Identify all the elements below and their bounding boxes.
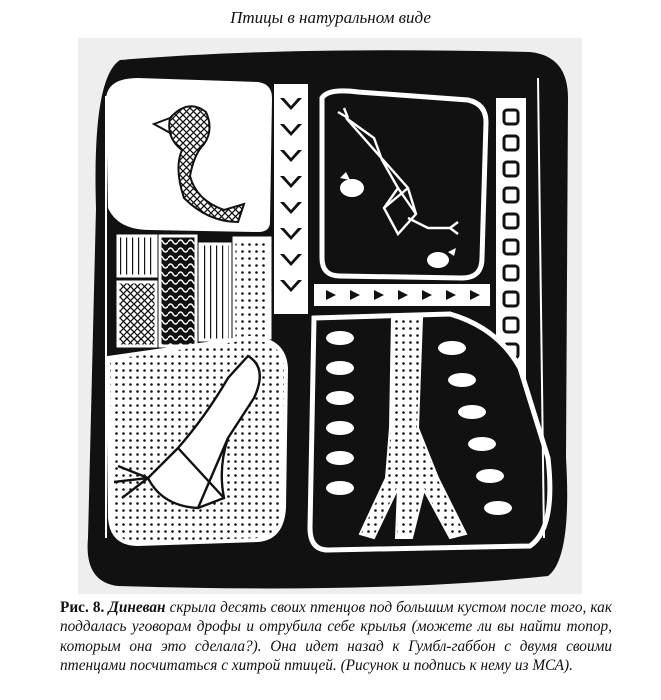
caption-name: Диневан [108, 599, 166, 616]
pattern-block-2 [160, 236, 196, 346]
pattern-block-4 [234, 238, 270, 338]
aboriginal-artwork [78, 38, 582, 594]
pattern-block-1 [118, 236, 156, 276]
page-header: Птицы в натуральном виде [230, 8, 431, 27]
figure-caption [60, 598, 612, 676]
chevron-column [274, 84, 308, 314]
pattern-block-5 [118, 282, 156, 346]
caption-text: скрыла десять своих птенцов под большим кустом после того, как поддалась уговорам дрофы и отрубила себе крылья (можете ли вы найти топор, которым она это сделала?). Она идет назад к Гумбл-габбон с двумя своими птенцами посчитаться с хитрой птицей. (Рисунок и подпись к нему из МСА). [60, 599, 612, 675]
pattern-block-3 [200, 244, 230, 340]
caption-label: Рис. 8. [60, 599, 105, 616]
